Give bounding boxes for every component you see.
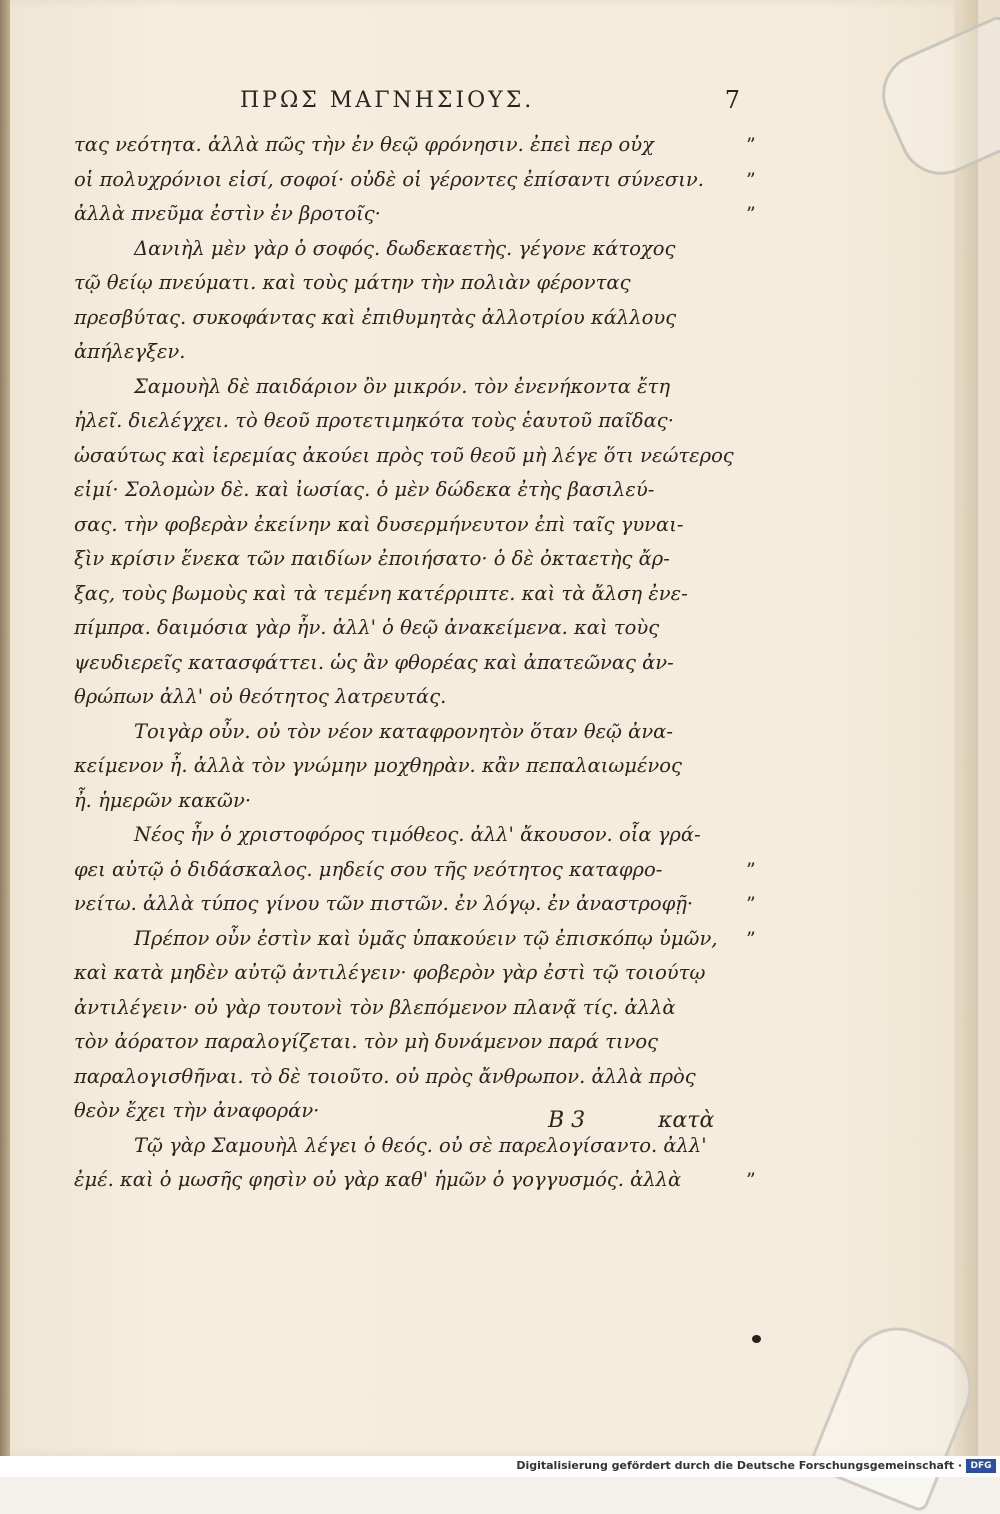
text-line-content: παραλογισθῆναι. τὸ δὲ τοιοῦτο. οὐ πρὸς ἄνθρωπον. ἀλλὰ πρὸς [74,1064,696,1088]
text-line-content: Δανιὴλ μὲν γὰρ ὁ σοφός. δωδεκαετὴς. γέγονε κάτοχος [134,236,676,260]
quotation-mark: ” [746,858,756,881]
text-line [74,956,764,991]
text-line [74,370,764,405]
text-line-content: ξας, τοὺς βωμοὺς καὶ τὰ τεμένη κατέρριπτε. καὶ τὰ ἄλση ἐνε- [74,581,688,605]
text-line [74,991,764,1026]
text-line [74,646,764,681]
text-line-content: θεὸν ἔχει τὴν ἀναφοράν· [74,1099,320,1122]
text-line-content: ἀπήλεγξεν. [74,340,186,363]
text-line-content: Πρέπον οὖν ἐστὶν καὶ ὑμᾶς ὑπακούειν τῷ ἐπισκόπῳ ὑμῶν, [134,926,718,950]
text-line [74,266,764,301]
text-line [74,784,764,819]
text-line-content: Τοιγὰρ οὖν. οὐ τὸν νέον καταφρονητὸν ὅταν θεῷ ἀνα- [134,719,673,743]
running-head: ΠΡΩΣ ΜΑΓΝΗΣΙΟΥΣ. [240,88,535,113]
quotation-mark: ” [746,203,756,225]
signature-mark: Β 3 [548,1108,586,1133]
text-line [74,404,764,439]
text-line [74,163,764,198]
text-line-content: σας. τὴν φοβερὰν ἐκείνην καὶ δυσερμήνευτον ἐπὶ ταῖς γυναι- [74,512,684,536]
funding-notice: Digitalisierung gefördert durch die Deutsche Forschungsgemeinschaft · [516,1459,962,1472]
text-line [74,301,764,336]
text-line [74,887,764,922]
text-line [74,473,764,508]
text-line [74,715,764,750]
text-line-content: καὶ κατὰ μηδὲν αὐτῷ ἀντιλέγειν· φοβερὸν γὰρ ἐστὶ τῷ τοιούτῳ [74,961,706,984]
text-line-content: Σαμουὴλ δὲ παιδάριον ὂν μικρόν. τὸν ἐνενήκοντα ἔτη [134,374,671,398]
text-line [74,197,764,232]
text-line [74,1025,764,1060]
text-line [74,680,764,715]
page-edge-shadow [954,0,978,1456]
text-line [74,611,764,646]
text-line-content: ὡσαύτως καὶ ἱερεμίας ἀκούει πρὸς τοῦ θεοῦ μὴ λέγε ὅτι νεώτερος [74,443,734,467]
text-line-content: πίμπρα. δαιμόσια γὰρ ἦν. ἀλλ' ὁ θεῷ ἀνακείμενα. καὶ τοὺς [74,616,660,639]
quotation-mark: ” [746,927,756,950]
quotation-mark: ” [746,134,756,156]
text-line-content: πρεσβύτας. συκοφάντας καὶ ἐπιθυμητὰς ἀλλοτρίου κάλλους [74,305,677,329]
text-line-content: τας νεότητα. ἀλλὰ πῶς τὴν ἐν θεῷ φρόνησιν. ἐπεὶ περ οὐχ [74,133,654,156]
quotation-mark: ” [746,893,756,915]
text-line-content: νείτω. ἀλλὰ τύπος γίνου τῶν πιστῶν. ἐν λόγῳ. ἐν ἀναστροφῇ· [74,892,694,915]
text-line [74,922,764,957]
text-line [74,818,764,853]
text-line-content: τὸν ἀόρατον παραλογίζεται. τὸν μὴ δυνάμενον παρά τινος [74,1030,659,1053]
text-line [74,232,764,267]
text-line-content: Τῷ γὰρ Σαμουὴλ λέγει ὁ θεός. οὐ σὲ παρελογίσαντο. ἀλλ' [134,1133,707,1157]
text-line [74,335,764,370]
text-line [74,542,764,577]
text-line [74,749,764,784]
page-header [240,88,740,122]
quotation-mark: ” [746,1169,756,1191]
text-line-content: Νέος ἦν ὁ χριστοφόρος τιμόθεος. ἀλλ' ἄκουσον. οἷα γρά- [134,823,701,846]
text-block [74,128,764,1198]
page-number: 7 [724,86,740,114]
text-line-content: οἱ πολυχρόνιοι εἰσί, σοφοί· οὐδὲ οἱ γέροντες ἐπίσαντι σύνεσιν. [74,167,704,191]
text-line-content: τῷ θείῳ πνεύματι. καὶ τοὺς μάτην τὴν πολιὰν φέροντας [74,271,631,294]
text-line-content: εἰμί· Σολομὼν δὲ. καὶ ἰωσίας. ὁ μὲν δώδεκα ἐτὴς βασιλεύ- [74,478,655,501]
text-line-content: ἀλλὰ πνεῦμα ἐστὶν ἐν βροτοῖς· [74,202,381,225]
footer-bar [0,1456,1000,1477]
text-line-content: ἠλεῖ. διελέγχει. τὸ θεοῦ προτετιμηκότα τοὺς ἑαυτοῦ παῖδας· [74,409,674,432]
ink-spot [752,1335,761,1343]
text-line [74,508,764,543]
quotation-mark: ” [746,168,756,191]
text-line [74,128,764,163]
text-line [74,1060,764,1095]
text-line-content: ἐμέ. καὶ ὁ μωσῆς φησὶν οὐ γὰρ καθ' ἡμῶν ὁ γογγυσμός. ἀλλὰ [74,1168,682,1191]
text-line-content: ξὶν κρίσιν ἕνεκα τῶν παιδίων ἐποιήσατο· ὁ δὲ ὀκταετὴς ἄρ- [74,547,670,570]
text-line-content: φει αὐτῷ ὁ διδάσκαλος. μηδείς σου τῆς νεότητος καταφρο- [74,857,663,881]
text-line-content: ἦ. ἡμερῶν κακῶν· [74,788,252,812]
text-line-content: ἀντιλέγειν· οὐ γὰρ τουτονὶ τὸν βλεπόμενον πλανᾷ τίς. ἀλλὰ [74,995,676,1019]
signature-line [548,1108,768,1144]
catchword: κατὰ [658,1108,715,1133]
text-line [74,853,764,888]
text-line [74,1163,764,1198]
text-line [74,439,764,474]
text-line-content: ψευδιερεῖς κατασφάττει. ὡς ἂν φθορέας καὶ ἀπατεῶνας ἀν- [74,650,674,674]
dfg-logo: DFG [966,1459,996,1473]
text-line-content: κείμενον ἦ. ἀλλὰ τὸν γνώμην μοχθηρὰν. κἂν πεπαλαιωμένος [74,754,682,777]
text-line [74,577,764,612]
text-line-content: θρώπων ἀλλ' οὐ θεότητος λατρευτάς. [74,685,447,708]
